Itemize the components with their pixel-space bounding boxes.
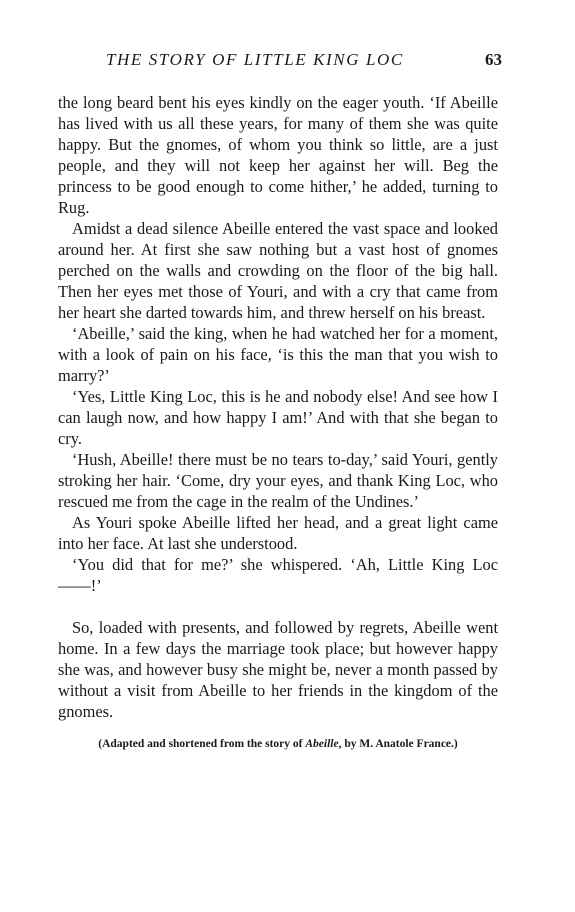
page-number: 63 (485, 50, 502, 69)
footnote-title: Abeille (305, 738, 339, 750)
running-title: THE STORY OF LITTLE KING LOC (106, 50, 404, 69)
paragraph-youri-speaks: ‘Hush, Abeille! there must be no tears to-day,’ said Youri, gently stroking her hair. ‘Come, dry your eyes, and thank King Loc, who rescued me from the cage in the realm of the Undines.’ (58, 450, 498, 511)
source-footnote (58, 736, 498, 752)
paragraph-abeille-whispers: ‘You did that for me?’ she whispered. ‘Ah, Little King Loc——!’ (58, 555, 498, 595)
footnote-prefix: (Adapted and shortened from the story of (98, 738, 306, 750)
paragraph-continuation: the long beard bent his eyes kindly on the eager youth. ‘If Abeille has lived with us all these years, for many of them she was quite happy. But the gnomes, of whom you think so little, are a just people, and they will not keep her against her will. Beg the princess to be good enough to come hither,’ he added, turning to Rug. (58, 93, 498, 217)
paragraph-ending: So, loaded with presents, and followed by regrets, Abeille went home. In a few days the marriage took place; but however happy she was, and however busy she might be, never a month passed by without a visit from Abeille to her friends in the kingdom of the gnomes. (58, 618, 498, 721)
book-page (58, 50, 502, 752)
paragraph-abeille-understands: As Youri spoke Abeille lifted her head, and a great light came into her face. At last she understood. (58, 513, 498, 553)
running-header (58, 50, 502, 74)
footnote-suffix: , by M. Anatole France.) (338, 738, 458, 750)
paragraph-abeille-enters: Amidst a dead silence Abeille entered the vast space and looked around her. At first she saw nothing but a vast host of gnomes perched on the walls and crowding on the floor of the big hall. Then her eyes met those of Youri, and with a cry that came from her heart she darted towards him, and threw herself on his breast. (58, 219, 498, 322)
paragraph-king-asks: ‘Abeille,’ said the king, when he had watched her for a moment, with a look of pain on his face, ‘is this the man that you wish to marry?’ (58, 324, 498, 385)
paragraph-abeille-answers: ‘Yes, Little King Loc, this is he and nobody else! And see how I can laugh now, and how happy I am!’ And with that she began to cry. (58, 387, 498, 448)
